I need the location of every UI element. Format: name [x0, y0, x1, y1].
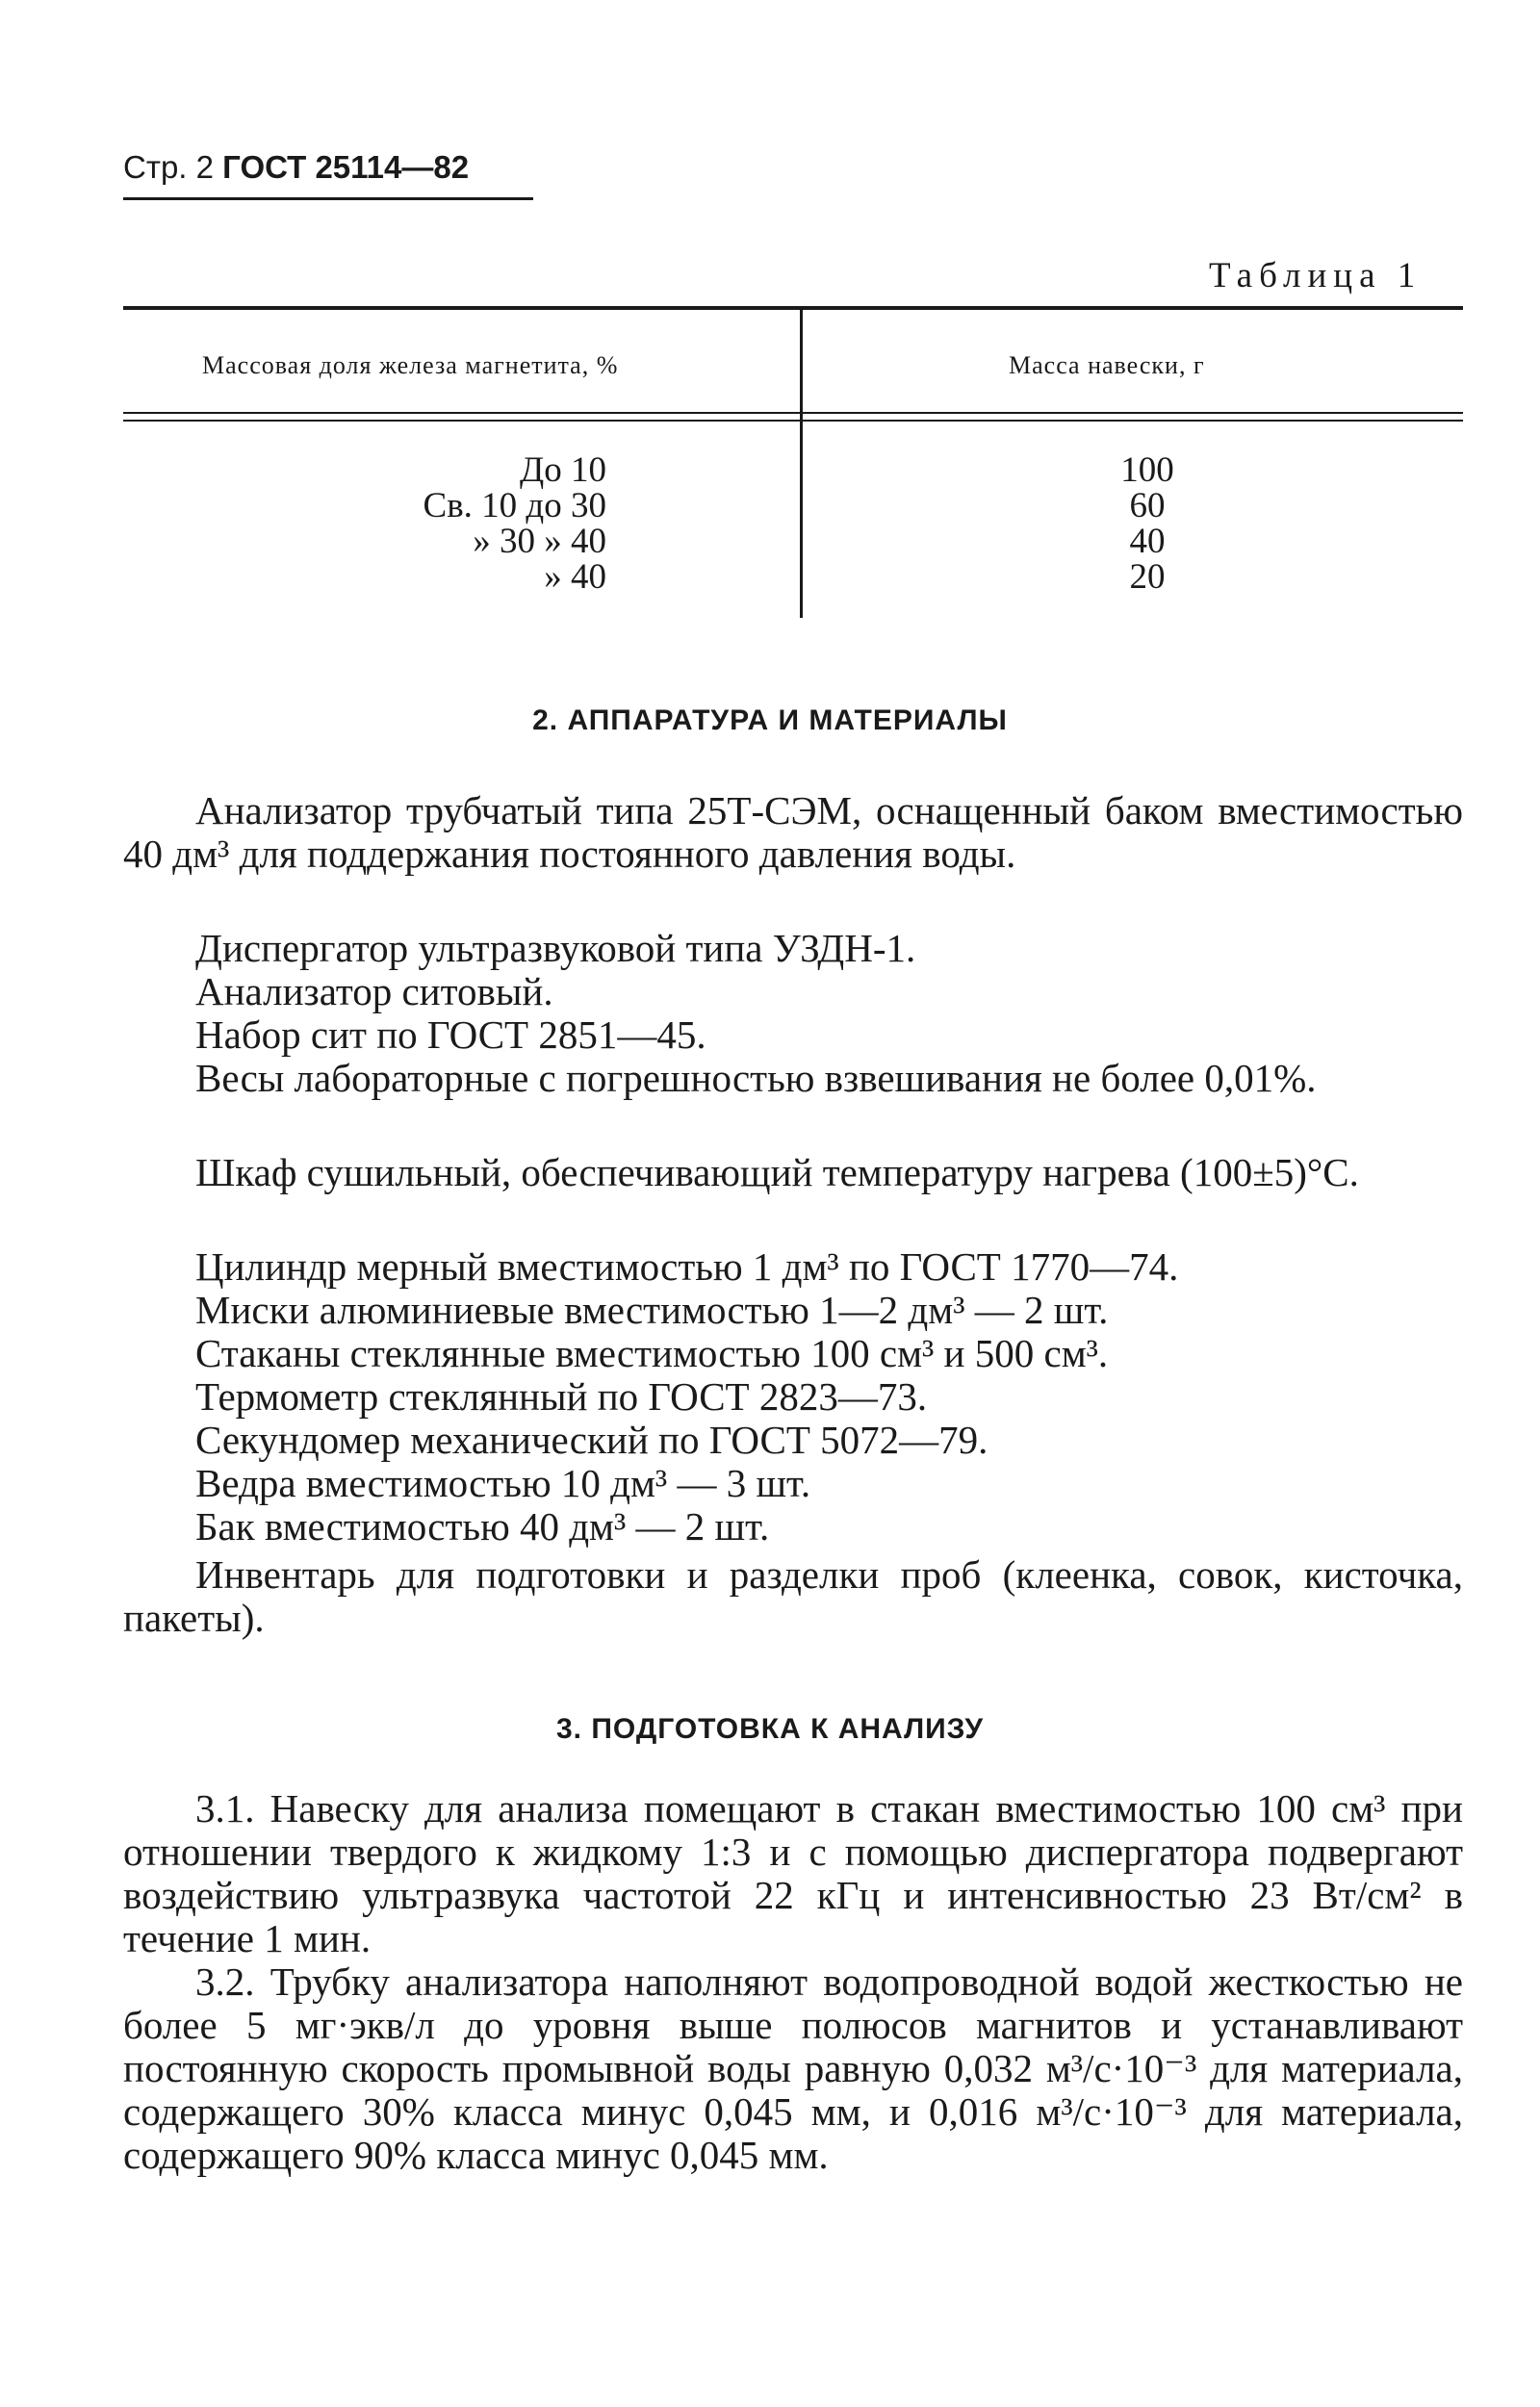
table-row-fraction: Св. 10 до 30 — [423, 486, 606, 525]
table-row-fraction: » 40 — [544, 557, 606, 597]
item-cylinder: Цилиндр мерный вместимостью 1 дм³ по ГОСТ 1770—74. — [195, 1244, 1179, 1289]
section-3-title: 3. ПОДГОТОВКА К АНАЛИЗУ — [556, 1713, 984, 1745]
table-row-fraction: » 30 » 40 — [473, 522, 606, 561]
item-glasses: Стаканы стеклянные вместимостью 100 см³ и 500 см³. — [195, 1331, 1109, 1375]
table-header-fraction: Массовая доля железа магнетита, % — [202, 351, 619, 379]
item-disperser: Диспергатор ультразвуковой типа УЗДН-1. — [195, 926, 916, 970]
item-thermometer: Термометр стеклянный по ГОСТ 2823—73. — [195, 1374, 928, 1419]
header-rule — [123, 197, 533, 200]
table-row-mass: 100 — [1120, 450, 1174, 490]
table-top-rule — [123, 306, 1463, 310]
item-stopwatch: Секундомер механический по ГОСТ 5072—79. — [195, 1418, 988, 1462]
table-header-rule-2 — [123, 420, 1463, 422]
table-row-fraction: До 10 — [520, 450, 606, 490]
item-buckets: Ведра вместимостью 10 дм³ — 3 шт. — [195, 1461, 811, 1505]
paragraph-oven: Шкаф сушильный, обеспечивающий температуру нагрева (100±5)°С. — [195, 1150, 1359, 1194]
page-number: Стр. 2 — [123, 149, 214, 185]
table-row-mass: 40 — [1129, 522, 1166, 561]
standard-number: ГОСТ 25114—82 — [222, 149, 470, 185]
item-sieve-set: Набор сит по ГОСТ 2851—45. — [195, 1012, 706, 1057]
item-sieve-analyzer: Анализатор ситовый. — [195, 969, 553, 1013]
paragraph-analyzer: Анализатор трубчатый типа 25Т-СЭМ, оснащенный баком вместимостью 40 дм³ для поддержания постоянного давления воды. — [123, 788, 1463, 876]
paragraph-inventory: Инвентарь для подготовки и разделки проб (клеенка, совок, кисточка, пакеты). — [123, 1552, 1463, 1640]
paragraph-3-1: 3.1. Навеску для анализа помещают в стакан вместимостью 100 см³ при отношении твердого к жидкому 1:3 и с помощью диспергатора подвергают воздействию ультразвука частотой 22 кГц и интенсивностью 23 Вт/см² в течение 1 мин. — [123, 1786, 1463, 1960]
section-2-title: 2. АППАРАТУРА И МАТЕРИАЛЫ — [532, 704, 1008, 736]
item-bowls: Миски алюминиевые вместимостью 1—2 дм³ — 2 шт. — [195, 1288, 1109, 1332]
table-header-mass: Масса навески, г — [1009, 351, 1205, 379]
table-row-mass: 20 — [1129, 557, 1166, 597]
table-caption: Таблица 1 — [1209, 256, 1423, 295]
page-header — [123, 149, 469, 186]
paragraph-3-2: 3.2. Трубку анализатора наполняют водопроводной водой жесткостью не более 5 мг·экв/л до уровня выше полюсов магнитов и устанавливают постоянную скорость промывной воды равную 0,032 м³/с·10⁻³ для материала, содержащего 30% класса минус 0,045 мм, и 0,016 м³/с·10⁻³ для материала, содержащего 90% класса минус 0,045 мм. — [123, 1959, 1463, 2177]
table-row-mass: 60 — [1129, 486, 1166, 525]
table-column-divider — [800, 308, 803, 618]
paragraph-scales: Весы лабораторные с погрешностью взвешивания не более 0,01%. — [195, 1056, 1317, 1100]
table-header-rule-1 — [123, 412, 1463, 414]
item-tank: Бак вместимостью 40 дм³ — 2 шт. — [195, 1504, 770, 1549]
